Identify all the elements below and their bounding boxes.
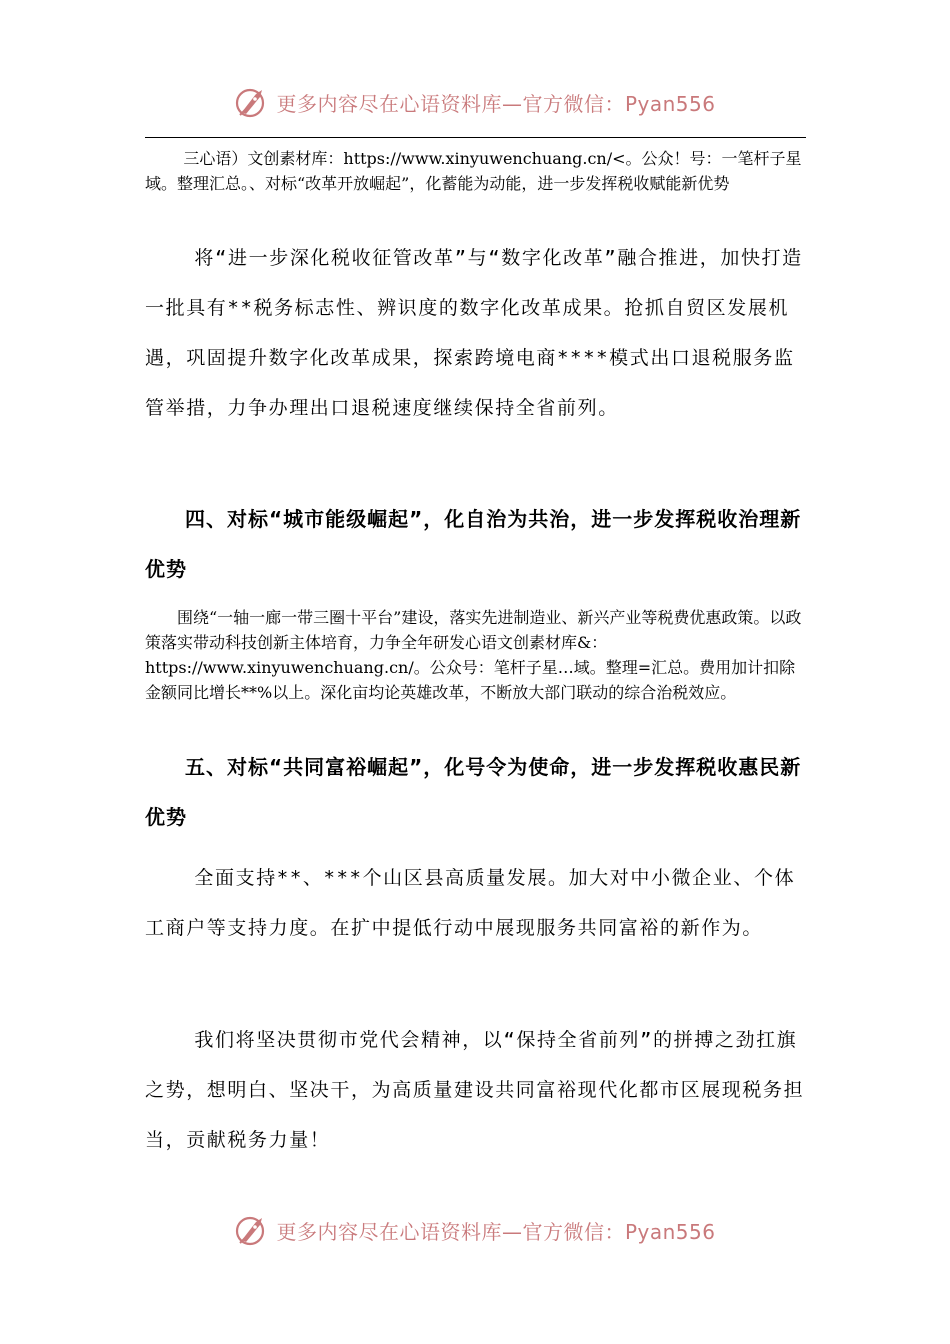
pen-nib-logo-icon (234, 1212, 270, 1248)
paragraph-text: 我们将坚决贯彻市党代会精神，以“保持全省前列”的拼搏之劲扛旗之势，想明白、坚决干，为高质量建设共同富裕现代化都市区展现税务担当，贡献税务力量！ (145, 1029, 805, 1151)
pen-nib-logo-icon (234, 84, 270, 120)
heading-text: 四、对标“城市能级崛起”，化自治为共治，进一步发挥税收治理新优势 (145, 507, 802, 581)
paragraph-text: 围绕“一轴一廊一带三圈十平台”建设，落实先进制造业、新兴产业等税费优惠政策。以政策落实带动科技创新主体培育，力争全年研发心语文创素材库&：https://www.xinyuwenchuang.cn/。公众号：笔杆子星…域。整理=汇总。费用加计扣除金额同比增长**%以上。深化亩均论英雄改革，不断放大部门联动的综合治税效应。 (145, 608, 802, 702)
footer-banner (0, 1208, 950, 1252)
heading-text: 五、对标“共同富裕崛起”，化号令为使命，进一步发挥税收惠民新优势 (145, 755, 802, 829)
paragraph-text: 三心语）文创素材库：https://www.xinyuwenchuang.cn/<。公众！号：一笔杆子星域。整理汇总。、对标“改革开放崛起”，化蓄能为动能，进一步发挥税收赋能新优势 (145, 149, 802, 193)
header-banner (0, 80, 950, 124)
paragraph-intro (145, 146, 806, 196)
section-heading-5 (145, 742, 806, 842)
paragraph-conclusion (145, 1015, 806, 1165)
section-heading-4 (145, 494, 806, 594)
header-divider (145, 137, 806, 138)
paragraph-policy (145, 605, 806, 705)
paragraph-support (145, 853, 806, 953)
paragraph-text: 将“进一步深化税收征管改革”与“数字化改革”融合推进，加快打造一批具有**税务标志性、辨识度的数字化改革成果。抢抓自贸区发展机遇，巩固提升数字化改革成果，探索跨境电商****模式出口退税服务监管举措，力争办理出口退税速度继续保持全省前列。 (145, 247, 803, 419)
header-banner-text: 更多内容尽在心语资料库—官方微信：Pyan556 (276, 91, 716, 116)
paragraph-text: 全面支持**、***个山区县高质量发展。加大对中小微企业、个体工商户等支持力度。在扩中提低行动中展现服务共同富裕的新作为。 (145, 867, 796, 939)
paragraph-digital-reform (145, 233, 806, 433)
footer-banner-text: 更多内容尽在心语资料库—官方微信：Pyan556 (276, 1219, 716, 1244)
